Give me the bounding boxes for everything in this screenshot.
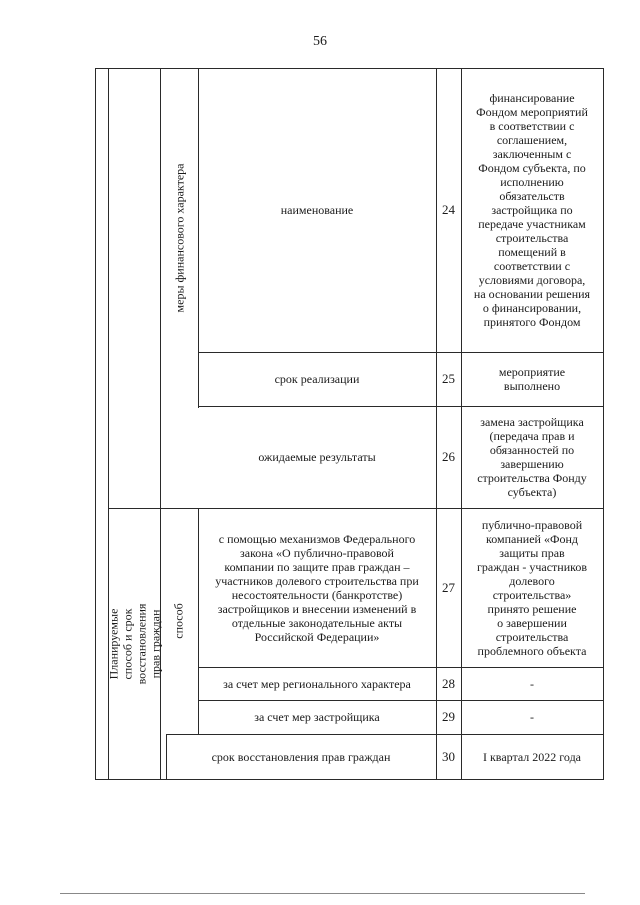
row-30-value: I квартал 2022 года	[482, 749, 582, 764]
row-24-value: финансирование Фондом мероприятий в соответствии с соглашением, заключенным с Фондом субъекта, по исполнению обязательств застройщика по передаче участникам строительства помещений в соответствии с условиями договора, на основании решения о финансировании, принятого Фондом	[473, 91, 591, 329]
row-29-label: за счет мер застройщика	[254, 710, 380, 724]
row-27-number: 27	[442, 579, 455, 595]
row-25-label: срок реализации	[274, 372, 360, 386]
group-method: способ	[171, 603, 186, 639]
page-number: 56	[313, 34, 327, 49]
row-30-label: срок восстановления прав граждан	[211, 749, 391, 764]
group-planned-method: Планируемые способ и срок восстановления прав граждан	[106, 603, 163, 684]
row-26-value: замена застройщика (передача прав и обязанностей по завершению строительства Фонду субъекта)	[477, 415, 587, 499]
row-26-label: ожидаемые результаты	[258, 450, 376, 464]
row-25-number: 25	[442, 371, 455, 386]
page-bottom-rule	[60, 893, 585, 894]
table-border-right	[603, 68, 604, 779]
table-bottom	[95, 779, 604, 780]
row-26-number: 26	[442, 449, 455, 464]
row-27-label: с помощью механизмов Федерального закона «О публично-правовой компании по защите прав граждан – участников долевого строительства при несостоятельности (банкротстве) застройщиков и внесении изменений в отдельные законодательные акты Российской Федерации»	[215, 531, 419, 644]
table-border-left-outer	[95, 68, 96, 779]
row-25-value: мероприятие выполнено	[498, 365, 566, 393]
row-24-number: 24	[442, 202, 455, 217]
row-30-number: 30	[442, 748, 455, 764]
row-29-value: -	[530, 710, 534, 724]
row-29-number: 29	[442, 709, 455, 724]
row-27-value: публично-правовой компанией «Фонд защиты прав граждан - участников долевого строительства» принято решение о завершении строительства проблемного объекта	[476, 517, 588, 658]
group-financial-measures: меры финансового характера	[172, 163, 187, 313]
row-28-label: за счет мер регионального характера	[223, 676, 411, 691]
row-28-number: 28	[442, 675, 455, 691]
row-28-value: -	[530, 676, 534, 691]
row-24-label: наименование	[280, 203, 354, 217]
